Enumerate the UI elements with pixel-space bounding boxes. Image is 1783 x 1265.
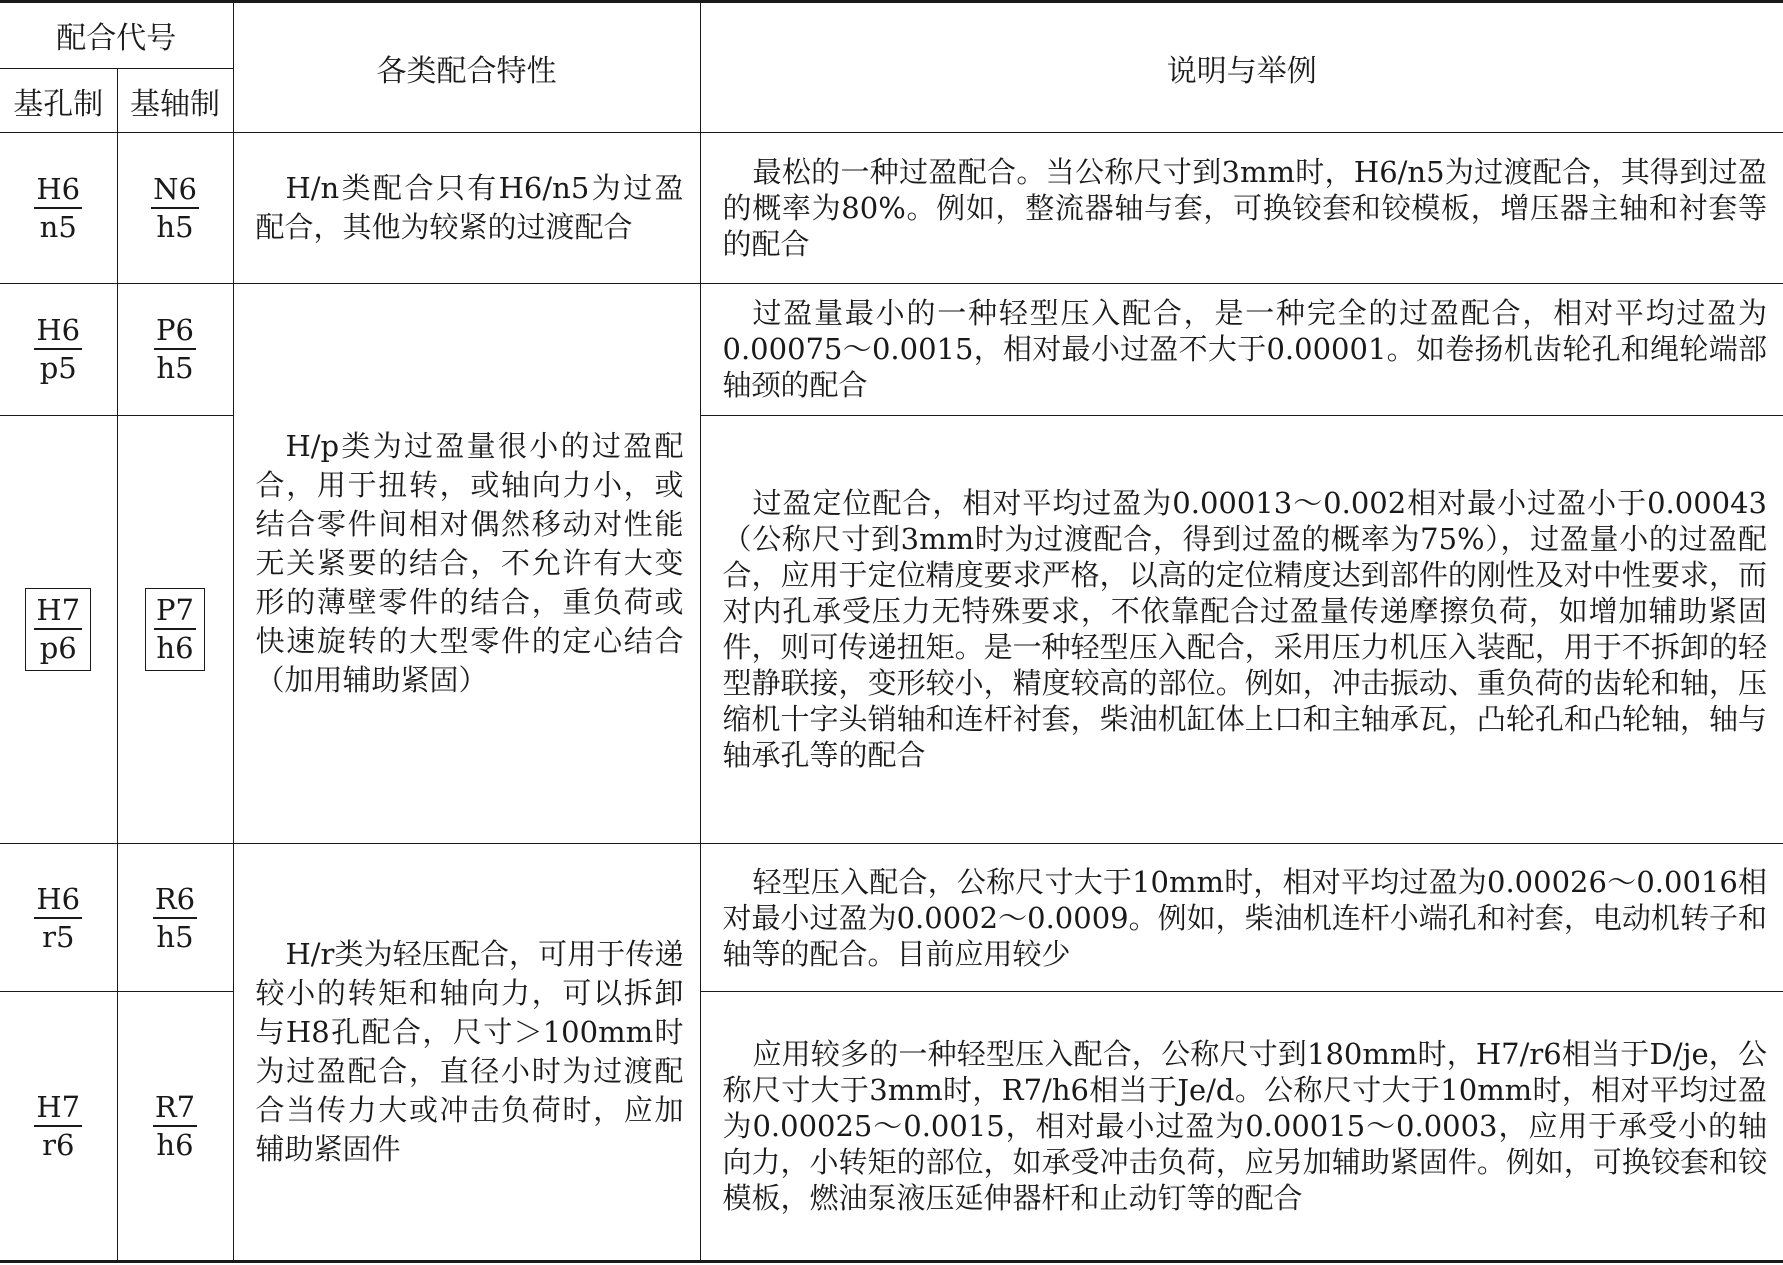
hole-basis-header: 基孔制 [0, 68, 117, 133]
characteristics-cell: H/p类为过盈量很小的过盈配合，用于扭转，或轴向力小，或结合零件间相对偶然移动对性能无关紧要的结合，不允许有大变形的薄壁零件的结合，重负荷或快速旋转的大型零件的定心结合（加用辅助紧固） [233, 284, 700, 844]
shaft-fit-code [117, 415, 233, 843]
description-cell: 轻型压入配合，公称尺寸大于10mm时，相对平均过盈为0.00026～0.0016相对最小过盈为0.0002～0.0009。例如，柴油机连杆小端孔和衬套，电动机转子和轴等的配合。目前应用较少 [700, 843, 1783, 991]
fraction-numerator: H7 [34, 592, 82, 630]
fraction-numerator: H6 [34, 881, 82, 919]
fraction-denominator: h6 [156, 1128, 194, 1163]
fit-fraction-boxed [25, 588, 91, 671]
hole-fit-code [0, 133, 117, 284]
shaft-fit-code [117, 992, 233, 1262]
fraction-denominator: r6 [42, 1128, 75, 1163]
fit-fraction [151, 171, 199, 245]
fraction-numerator: P6 [154, 312, 196, 350]
shaft-fit-code [117, 133, 233, 284]
fraction-numerator: P7 [154, 592, 196, 630]
fraction-numerator: H7 [34, 1089, 82, 1127]
fraction-numerator: R7 [153, 1089, 197, 1127]
fit-fraction [153, 1089, 197, 1163]
hole-fit-code [0, 992, 117, 1262]
fraction-denominator: h5 [156, 919, 194, 954]
fraction-numerator: H6 [34, 171, 82, 209]
fraction-numerator: N6 [151, 171, 199, 209]
fraction-numerator: H6 [34, 312, 82, 350]
fit-fraction [34, 312, 82, 386]
description-cell: 应用较多的一种轻型压入配合，公称尺寸到180mm时，H7/r6相当于D/je，公称尺寸大于3mm时，R7/h6相当于Je/d。公称尺寸大于10mm时，相对平均过盈为0.00025～0.0015，相对最小过盈为0.00015～0.0003，应用于承受小的轴向力，小转矩的部位，如承受冲击负荷，应另加辅助紧固件。例如，可换铰套和铰模板，燃油泵液压延伸器杆和止动钉等的配合 [700, 992, 1783, 1262]
shaft-fit-code [117, 284, 233, 415]
fraction-numerator: R6 [153, 881, 197, 919]
fraction-denominator: p5 [39, 351, 77, 386]
table-row [0, 133, 1783, 284]
description-cell: 过盈定位配合，相对平均过盈为0.00013～0.002相对最小过盈小于0.00043（公称尺寸到3mm时为过渡配合，得到过盈的概率为75%），过盈量小的过盈配合，应用于定位精度要求严格，以高的定位精度达到部件的刚性及对中性要求，而对内孔承受压力无特殊要求，不依靠配合过盈量传递摩擦负荷，如增加辅助紧固件，则可传递扭矩。是一种轻型压入配合，采用压力机压入装配，用于不拆卸的轻型静联接，变形较小，精度较高的部位。例如，冲击振动、重负荷的齿轮和轴，压缩机十字头销轴和连杆衬套，柴油机缸体上口和主轴承瓦，凸轮孔和凸轮轴，轴与轴承孔等的配合 [700, 415, 1783, 843]
fit-fraction [154, 312, 196, 386]
fit-fraction [34, 171, 82, 245]
shaft-basis-header: 基轴制 [117, 68, 233, 133]
characteristics-cell: H/n类配合只有H6/n5为过盈配合，其他为较紧的过渡配合 [233, 133, 700, 284]
hole-fit-code [0, 415, 117, 843]
fraction-denominator: h5 [156, 210, 194, 245]
fit-fraction-boxed [145, 588, 205, 671]
shaft-fit-code [117, 843, 233, 991]
description-cell: 最松的一种过盈配合。当公称尺寸到3mm时，H6/n5为过渡配合，其得到过盈的概率为80%。例如，整流器轴与套，可换铰套和铰模板，增压器主轴和衬套等的配合 [700, 133, 1783, 284]
fraction-denominator: r5 [42, 919, 75, 954]
fraction-denominator: p6 [39, 630, 77, 665]
hole-fit-code [0, 284, 117, 415]
hole-fit-code [0, 843, 117, 991]
fraction-denominator: n5 [39, 210, 77, 245]
fit-fraction [153, 881, 197, 955]
fit-fraction [34, 881, 82, 955]
characteristics-header: 各类配合特性 [233, 2, 700, 133]
header-row-1 [0, 2, 1783, 69]
fraction-denominator: h6 [156, 630, 194, 665]
description-cell: 过盈量最小的一种轻型压入配合，是一种完全的过盈配合，相对平均过盈为0.00075～0.0015，相对最小过盈不大于0.00001。如卷扬机齿轮孔和绳轮端部轴颈的配合 [700, 284, 1783, 415]
characteristics-cell: H/r类为轻压配合，可用于传递较小的转矩和轴向力，可以拆卸与H8孔配合，尺寸＞100mm时为过盈配合，直径小时为过渡配合当传力大或冲击负荷时，应加辅助紧固件 [233, 843, 700, 1261]
table-row [0, 843, 1783, 991]
description-header: 说明与举例 [700, 2, 1783, 133]
table-row [0, 284, 1783, 415]
fraction-denominator: h5 [156, 351, 194, 386]
fit-code-header: 配合代号 [0, 2, 233, 69]
fit-fraction [34, 1089, 82, 1163]
